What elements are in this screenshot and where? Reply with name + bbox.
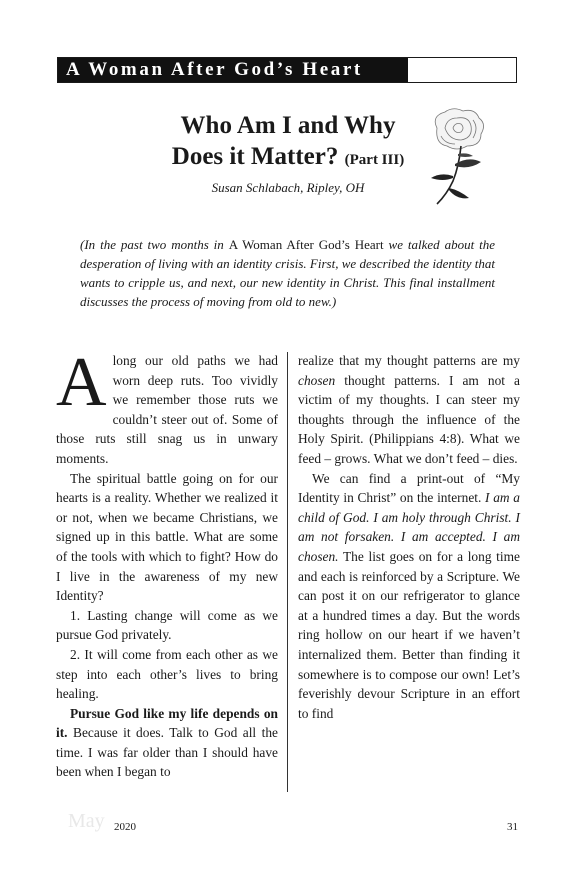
paragraph [298, 469, 520, 724]
rose-icon [423, 106, 497, 206]
intro-rest: we talked about the desperation of living with an identity crisis. First, we described the identity that wants to cripple us, and next, our new identity in Christ. This final installment discusses the process of moving from old to new.) [80, 237, 496, 309]
paragraph [56, 704, 278, 782]
article-column-left [56, 344, 278, 782]
paragraph [298, 351, 520, 469]
article-title-main: Does it Matter? [171, 143, 339, 170]
bold-lead: Pursue God like my life depends on it. [56, 705, 278, 741]
section-banner [57, 57, 517, 83]
article-title-line2 [100, 141, 476, 176]
article-column-right [298, 351, 520, 723]
paragraph-text: The list goes on for a long time and each is reinforced by a Scripture. We can post it on our refrigerator to glance at a hundred times a day. But the words ring hollow on our heart if we haven’t internalized them. Better than finding it somewhere is to compose our own! Let’s feverishly devour Scripture in an effort to find [298, 548, 520, 721]
article-title-part: (Part III) [344, 152, 405, 168]
drop-cap: A [56, 344, 107, 421]
article-title-line1: Who Am I and Why [180, 112, 396, 139]
intro-open: (In the past two months in [80, 237, 229, 252]
banner-title: A Woman After God’s Heart [66, 59, 363, 80]
column-divider [287, 352, 288, 792]
italic-text: I am a child of God. I am holy through Christ. I am not forsaken. I am accepted. I am chosen. [298, 490, 521, 564]
article-intro [80, 235, 495, 311]
paragraph-text: long our old paths we had worn deep ruts. Too vividly we remember those ruts we couldn’t steer out of. Some of those ruts still snag us in unwary moments. [56, 353, 278, 466]
paragraph [56, 344, 278, 469]
paragraph-text: thought patterns. I am not a victim of my thoughts. I can steer my thoughts through the influence of the Holy Spirit. (Philippians 4:8). What we feed – grows. What we don’t feed – dies. [298, 372, 520, 466]
paragraph: 2. It will come from each other as we step into each other’s lives to bring healing. [56, 646, 278, 702]
footer-month: May [68, 810, 105, 832]
paragraph: 1. Lasting change will come as we pursue God privately. [56, 607, 278, 643]
footer-year: 2020 [114, 821, 136, 833]
page-number: 31 [507, 821, 518, 833]
paragraph-text: realize that my thought patterns are my [298, 353, 520, 368]
italic-text: chosen [298, 372, 336, 388]
paragraph-text: We can find a print-out of “My Identity in Christ” on the internet. [298, 470, 520, 506]
paragraph: The spiritual battle going on for our hearts is a reality. Whether we realized it or not, when we became Christians, we signed up in this battle. What are some of the tools with which to fight? How do I live in the awareness of my new Identity? [56, 470, 278, 604]
intro-series-name: A Woman After God’s Heart [228, 237, 384, 252]
author-byline: Susan Schlabach, Ripley, OH [211, 180, 365, 195]
paragraph-text: Because it does. Talk to God all the time. I was far older than I should have been when I began to [56, 725, 278, 780]
